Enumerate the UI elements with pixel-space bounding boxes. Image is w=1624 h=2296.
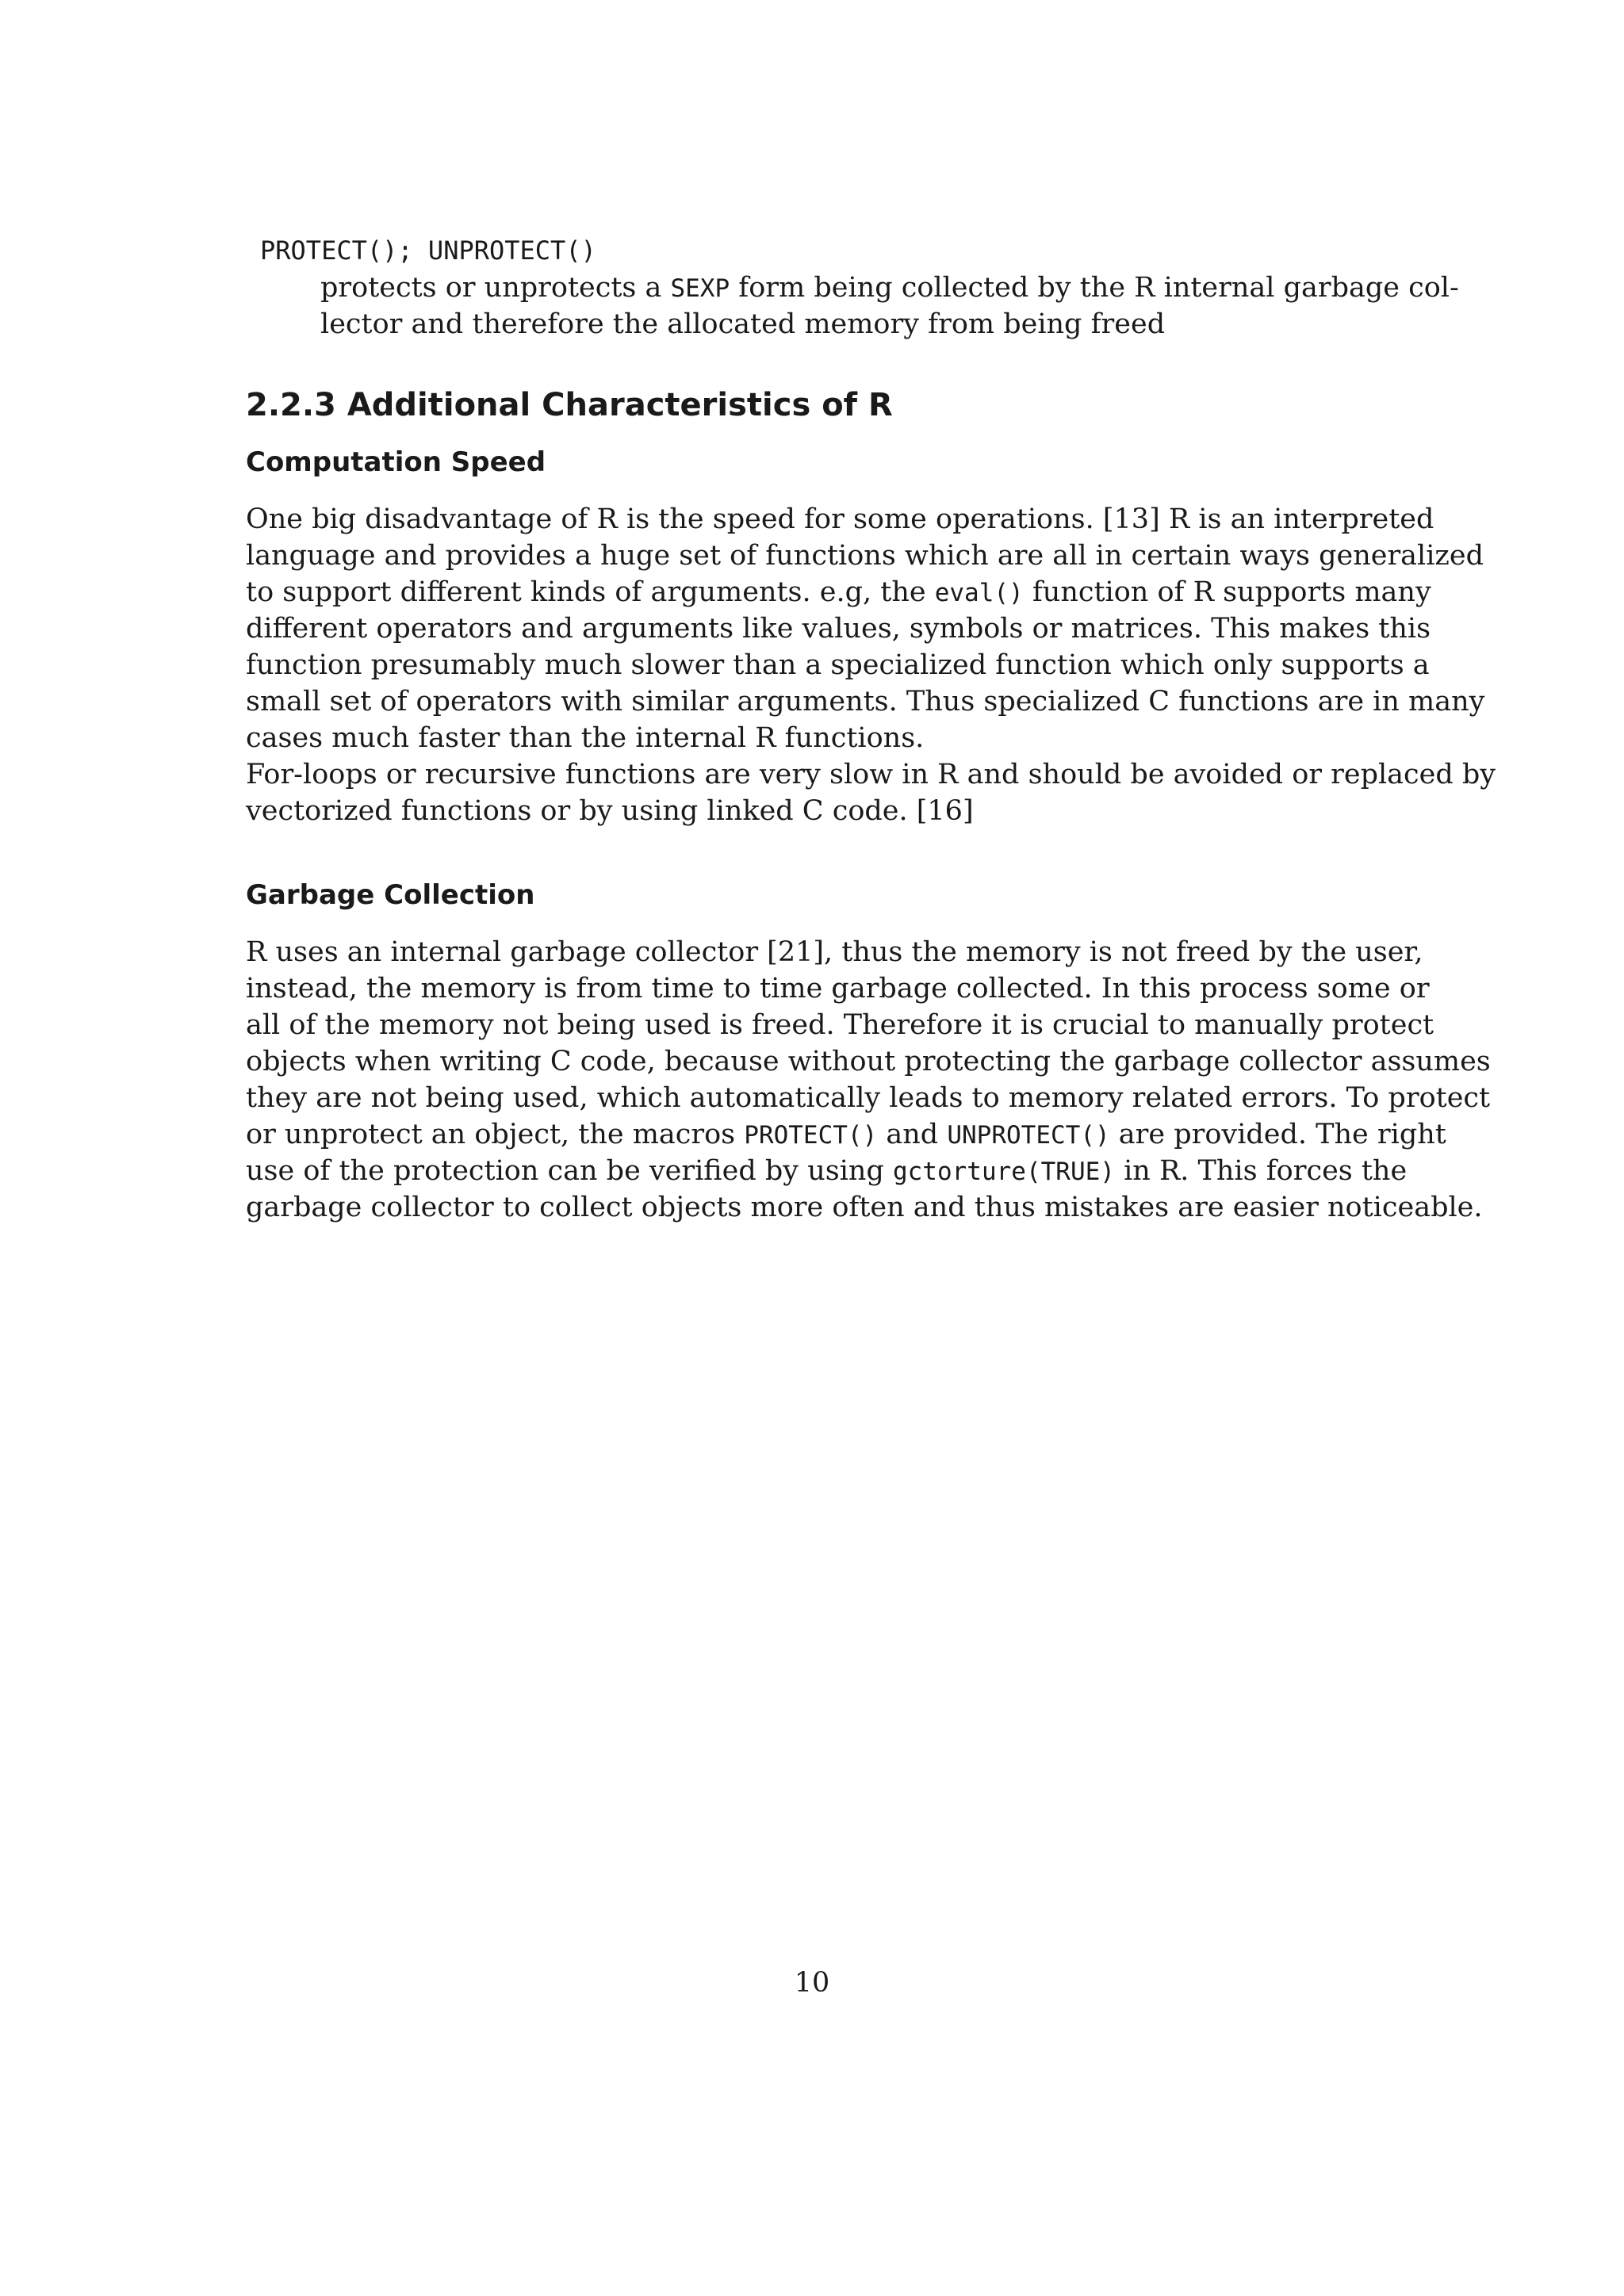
inline-code: PROTECT() (744, 1121, 878, 1150)
subsection-heading-computation-speed: Computation Speed (246, 446, 546, 478)
paragraph-line: For-loops or recursive functions are very slow in R and should be avoided or replaced by (246, 759, 1496, 790)
text-span: and (877, 1119, 948, 1150)
text-span: are provided. The right (1109, 1119, 1446, 1150)
paragraph-line: instead, the memory is from time to time garbage collected. In this process some or (246, 973, 1430, 1004)
inline-code: gctorture(TRUE) (892, 1158, 1115, 1186)
paragraph-line: garbage collector to collect objects more often and thus mistakes are easier noticeable. (246, 1192, 1483, 1223)
paragraph-line: they are not being used, which automatically leads to memory related errors. To protect (246, 1082, 1491, 1114)
text-span: protects or unprotects a (320, 272, 671, 304)
paragraph-line (246, 574, 1431, 611)
paragraph-line: vectorized functions or by using linked C code. [16] (246, 795, 974, 827)
inline-code: eval() (934, 579, 1024, 607)
text-span: form being collected by the R internal garbage col- (730, 272, 1459, 304)
page-number: 10 (794, 1967, 830, 1999)
paragraph-line: objects when writing C code, because without protecting the garbage collector assumes (246, 1046, 1491, 1077)
section-heading: 2.2.3 Additional Characteristics of R (246, 387, 893, 423)
definition-body-line (320, 270, 1459, 307)
paragraph-line: all of the memory not being used is freed. Therefore it is crucial to manually protect (246, 1009, 1434, 1041)
paragraph-line: function presumably much slower than a specialized function which only supports a (246, 649, 1430, 681)
definition-term: PROTECT(); UNPROTECT() (260, 235, 596, 266)
text-span: to support different kinds of arguments. e.g, the (246, 576, 935, 608)
subsection-heading-garbage-collection: Garbage Collection (246, 879, 535, 911)
paragraph-line: small set of operators with similar arguments. Thus specialized C functions are in many (246, 686, 1485, 718)
paragraph-line: language and provides a huge set of functions which are all in certain ways generalized (246, 540, 1484, 572)
paragraph-line: cases much faster than the internal R functions. (246, 722, 925, 754)
paragraph-line: One big disadvantage of R is the speed for some operations. [13] R is an interpreted (246, 503, 1434, 535)
inline-code: UNPROTECT() (947, 1121, 1110, 1150)
paragraph-line (246, 1153, 1408, 1190)
paragraph-line: R uses an internal garbage collector [21], thus the memory is not freed by the user, (246, 936, 1423, 968)
paragraph-line (246, 1116, 1446, 1154)
text-span: or unprotect an object, the macros (246, 1119, 745, 1150)
text-span: use of the protection can be verified by using (246, 1155, 893, 1187)
definition-body-line: lector and therefore the allocated memory from being freed (320, 308, 1166, 340)
inline-code: SEXP (670, 274, 730, 303)
paragraph-line: different operators and arguments like values, symbols or matrices. This makes this (246, 613, 1431, 645)
text-span: in R. This forces the (1114, 1155, 1408, 1187)
text-span: function of R supports many (1023, 576, 1431, 608)
